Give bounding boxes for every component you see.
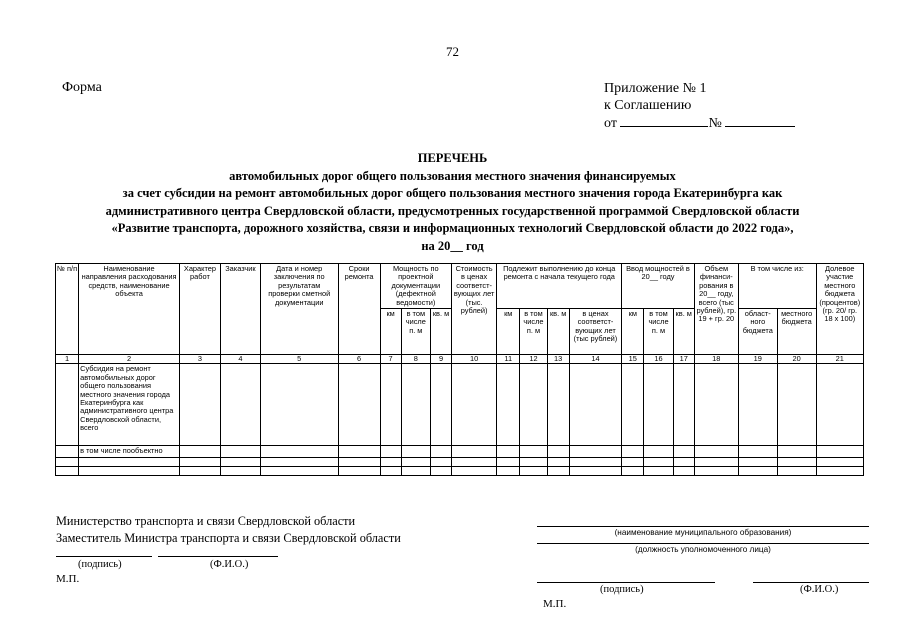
col-header: Дата и номер заключения по результатам проверки сметной документации [260, 264, 338, 355]
col-number: 15 [622, 355, 644, 364]
fio-caption: (Ф.И.О.) [210, 559, 249, 570]
right-fio-line [753, 582, 869, 583]
col-number: 6 [338, 355, 380, 364]
col-number: 1 [56, 355, 79, 364]
appendix-block [604, 80, 795, 132]
sub-header: км [622, 309, 644, 355]
form-label: Форма [62, 80, 102, 95]
signature-caption: (подпись) [78, 559, 122, 570]
right-seal-label: М.П. [543, 598, 567, 610]
col-header: № п/п [56, 264, 79, 355]
col-number: 16 [644, 355, 673, 364]
col-header: Характер работ [179, 264, 220, 355]
col-number: 13 [547, 355, 569, 364]
deputy-minister-title: Заместитель Министра транспорта и связи Свердловской области [56, 531, 401, 545]
sub-header: кв. м [673, 309, 694, 355]
col-number: 18 [694, 355, 738, 364]
table-row [56, 364, 864, 446]
col-header: Объем финанси-рования в 20__ году, всего (тыс рублей), гр. 19 + гр. 20 [694, 264, 738, 355]
col-number: 2 [79, 355, 180, 364]
page-number: 72 [446, 44, 459, 59]
col-header: Стоимость в ценах соответст-вующих лет (тыс. рублей) [452, 264, 497, 355]
sub-header: местного бюджета [777, 309, 816, 355]
header-row-1 [56, 264, 864, 309]
col-number: 10 [452, 355, 497, 364]
per-object-cell: в том числе пообъектно [79, 446, 180, 457]
number-blank [725, 114, 795, 127]
right-fio-caption: (Ф.И.О.) [800, 584, 839, 595]
col-number: 11 [497, 355, 520, 364]
appendix-date-line: от № [604, 114, 795, 132]
position-caption: (должность уполномоченного лица) [635, 545, 771, 554]
table-row [56, 446, 864, 457]
right-signature-caption: (подпись) [600, 584, 644, 595]
municipality-caption: (наименование муниципального образования) [614, 528, 792, 537]
appendix-number: Приложение № 1 [604, 81, 707, 96]
col-number: 21 [816, 355, 863, 364]
col-header: Мощность по проектной документации (дефектной ведомости) [380, 264, 451, 309]
table-row [56, 457, 864, 466]
sub-header: в том числе п. м [401, 309, 430, 355]
document-title: ПЕРЕЧЕНЬ автомобильных дорог общего пользования местного значения финансируемых за счет субсидии на ремонт автомобильных дорог общего пользования местного значения города Екатеринбурга как административного центра Свердловской области, предусмотренных государственной программой Свердловской области «Развитие транспорта, дорожного хозяйства, связи и информационных технологий Свердловской области до 2022 года», на 20__ год [105, 151, 800, 253]
position-line [537, 543, 869, 544]
municipality-line [537, 526, 869, 527]
col-number: 3 [179, 355, 220, 364]
col-header: Ввод мощностей в 20__ году [622, 264, 694, 309]
roads-table [55, 263, 864, 476]
col-number: 12 [520, 355, 547, 364]
sub-header: км [497, 309, 520, 355]
seal-label: М.П. [56, 573, 80, 585]
col-header: Долевое участие местного бюджета (процентов) (гр. 20/ гр. 18 x 100) [816, 264, 863, 355]
col-number: 4 [220, 355, 260, 364]
appendix-agreement: к Соглашению [604, 98, 692, 113]
col-number: 17 [673, 355, 694, 364]
sub-header: в том числе п. м [520, 309, 547, 355]
col-number: 5 [260, 355, 338, 364]
col-number: 8 [401, 355, 430, 364]
date-blank [620, 114, 708, 127]
col-number: 9 [431, 355, 452, 364]
col-header: В том числе из: [738, 264, 816, 309]
col-number: 7 [380, 355, 401, 364]
col-header: Подлежит выполнению до конца ремонта с начала текущего года [497, 264, 622, 309]
sub-header: кв. м [431, 309, 452, 355]
col-header: Наименование направления расходования средств, наименование объекта [79, 264, 180, 355]
sub-header: област-ного бюджета [738, 309, 777, 355]
col-header: Сроки ремонта [338, 264, 380, 355]
ministry-name: Министерство транспорта и связи Свердловской области [56, 514, 356, 528]
col-number: 19 [738, 355, 777, 364]
col-number: 20 [777, 355, 816, 364]
signature-line [56, 556, 152, 557]
subsidy-total-cell: Субсидия на ремонт автомобильных дорог общего пользования местного значения города Екатеринбурга как административного центра Свердловской области, всего [79, 364, 180, 446]
col-number: 14 [569, 355, 622, 364]
sub-header: км [380, 309, 401, 355]
sub-header: в ценах соответст-вующих лет (тыс рублей) [569, 309, 622, 355]
col-header: Заказчик [220, 264, 260, 355]
fio-line [158, 556, 278, 557]
column-numbers-row [56, 355, 864, 364]
sub-header: кв. м [547, 309, 569, 355]
sub-header: в том числе п. м [644, 309, 673, 355]
right-signature-line [537, 582, 715, 583]
table-row [56, 466, 864, 475]
